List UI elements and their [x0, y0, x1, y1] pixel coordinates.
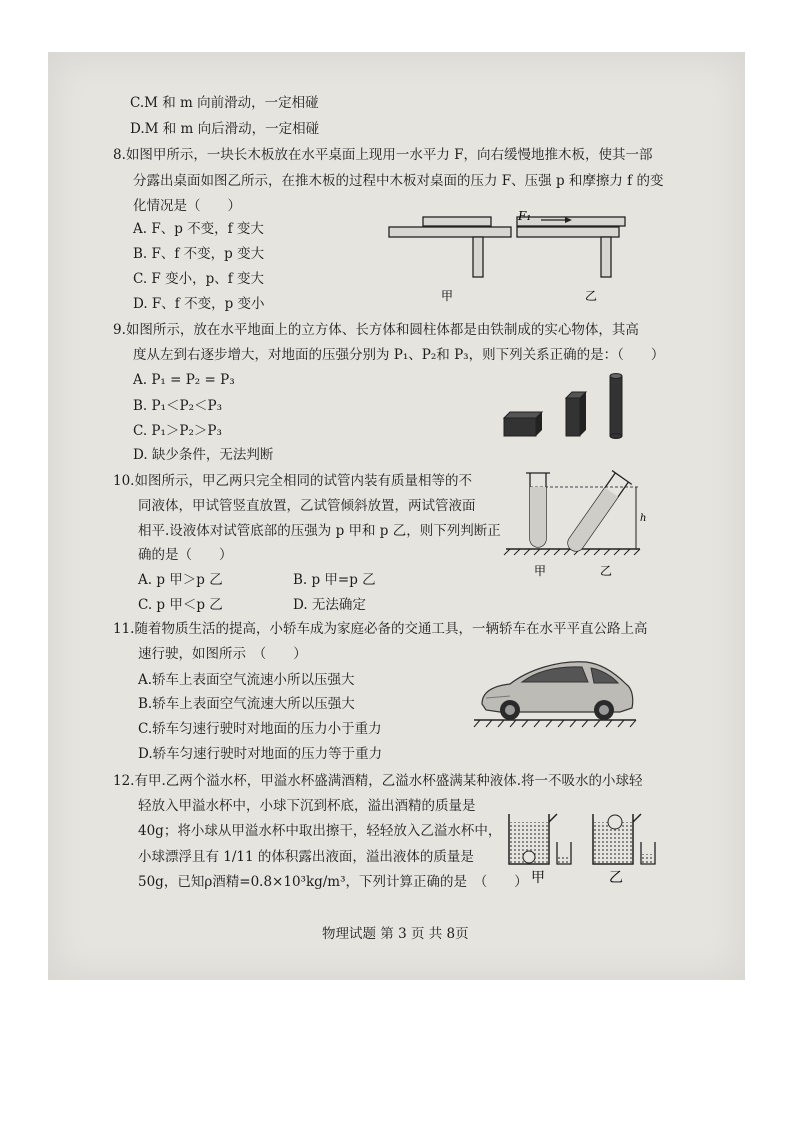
q11-option-d: D.轿车匀速行驶时对地面的压力等于重力: [138, 746, 383, 762]
q8-stem-line1: 8.如图甲所示，一块长木板放在水平桌面上现用一水平力 F，向右缓慢地推木板，使其一部: [113, 147, 653, 163]
q10-stem-line3: 相平.设液体对试管底部的压强为 p 甲和 p 乙，则下列判断正: [138, 523, 501, 539]
q8-board-figure: [385, 205, 645, 315]
q9-option-b: B. P₁＜P₂＜P₃: [133, 398, 222, 414]
q11-option-b: B.轿车上表面空气流速大所以压强大: [138, 696, 355, 712]
q9-stem-line1: 9.如图所示，放在水平地面上的立方体、长方体和圆柱体都是由铁制成的实心物体，其高: [113, 322, 639, 338]
q8-stem-line3: 化情况是（ ）: [133, 198, 241, 214]
q12-overflow-cup-figure: [505, 808, 665, 888]
q10-option-a: A. p 甲＞p 乙: [138, 572, 223, 588]
q9-option-c: C. P₁＞P₂＞P₃: [133, 423, 222, 439]
q10-option-b: B. p 甲=p 乙: [293, 572, 376, 588]
q7-option-d: D.M 和 m 向后滑动，一定相碰: [130, 121, 320, 137]
q11-option-a: A.轿车上表面空气流速小所以压强大: [138, 672, 355, 688]
q11-stem-line1: 11.随着物质生活的提高，小轿车成为家庭必备的交通工具，一辆轿车在水平平直公路上高: [113, 621, 648, 637]
q10-option-d: D. 无法确定: [293, 597, 366, 613]
q8-figure-label-jia: 甲: [441, 289, 454, 303]
q8-force-label: F₁: [518, 209, 532, 223]
q8-option-c: C. F 变小，p、f 变大: [133, 271, 265, 287]
q8-figure-label-yi: 乙: [585, 289, 598, 303]
q12-figure-label-yi: 乙: [609, 870, 623, 886]
q9-solids-figure: [500, 370, 630, 440]
q8-stem-line2: 分露出桌面如图乙所示，在推木板的过程中木板对桌面的压力 F、压强 p 和摩擦力 f 的变: [133, 173, 664, 189]
q9-option-d: D. 缺少条件，无法判断: [133, 447, 274, 463]
q9-stem-line2: 度从左到右逐步增大，对地面的压强分别为 P₁、P₂和 P₃，则下列关系正确的是：（ ）: [133, 347, 665, 363]
q12-stem-line1: 12.有甲.乙两个溢水杯，甲溢水杯盛满酒精，乙溢水杯盛满某种液体.将一不吸水的小球轻: [113, 773, 643, 789]
q11-car-figure: [470, 650, 640, 735]
q10-figure-label-jia: 甲: [534, 564, 547, 578]
q10-stem-line1: 10.如图所示，甲乙两只完全相同的试管内装有质量相等的不: [113, 473, 472, 489]
page-footer: 物理试题 第 3 页 共 8页: [322, 926, 469, 942]
q7-option-c: C.M 和 m 向前滑动，一定相碰: [130, 95, 319, 111]
q12-figure-label-jia: 甲: [531, 870, 545, 886]
q10-test-tube-figure: [500, 465, 660, 585]
q12-stem-line4: 小球漂浮且有 1/11 的体积露出液面，溢出液体的质量是: [138, 849, 474, 865]
q12-stem-line3: 40g；将小球从甲溢水杯中取出擦干，轻轻放入乙溢水杯中，: [138, 823, 502, 839]
q10-stem-line2: 同液体，甲试管竖直放置，乙试管倾斜放置，两试管液面: [138, 498, 476, 514]
q8-option-d: D. F、f 不变，p 变小: [133, 296, 265, 312]
q12-stem-line2: 轻放入甲溢水杯中，小球下沉到杯底，溢出酒精的质量是: [138, 798, 476, 814]
q10-stem-line4: 确的是（ ）: [138, 547, 233, 563]
q9-option-a: A. P₁ = P₂ = P₃: [133, 372, 235, 388]
q10-option-c: C. p 甲＜p 乙: [138, 597, 223, 613]
q8-option-a: A. F、p 不变，f 变大: [133, 221, 264, 237]
q11-stem-line2: 速行驶，如图所示 （ ）: [138, 646, 307, 662]
q8-option-b: B. F、f 不变，p 变大: [133, 246, 265, 262]
q12-stem-line5: 50g，已知ρ酒精=0.8×10³kg/m³，下列计算正确的是 （ ）: [138, 874, 528, 890]
q10-figure-label-yi: 乙: [600, 564, 613, 578]
q11-option-c: C.轿车匀速行驶时对地面的压力小于重力: [138, 721, 382, 737]
q10-height-label: h: [640, 513, 647, 524]
